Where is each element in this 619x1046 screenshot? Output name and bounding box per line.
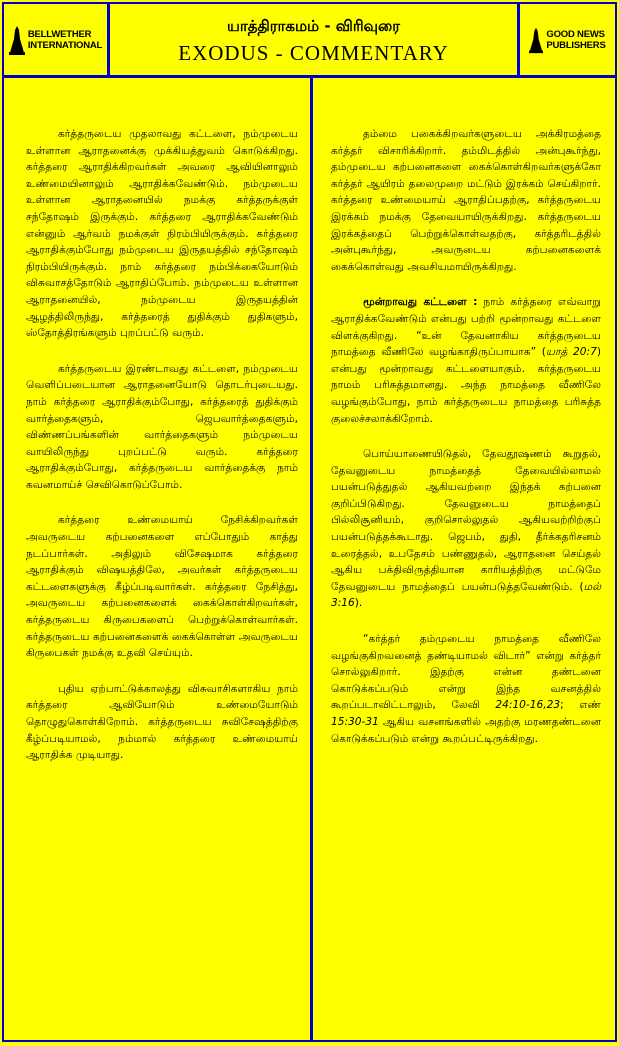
page [2, 2, 617, 1042]
page-title-english: EXODUS - COMMENTARY [178, 40, 449, 65]
left-column [4, 78, 310, 1040]
paragraph-love-commandments: கர்த்தரை உண்மையாய் நேசிக்கிறவர்கள் அவருடைய கற்பனைகளை எப்போதும் காத்து நடப்பார்கள். அதிலும் விசேஷமாக கர்த்தரை ஆராதிக்கும் விஷயத்திலே, அவர்கள் கர்த்தருடைய கட்டளைகளுக்கு கீழ்ப்படிவார்கள். கர்த்தரை நேசித்து, அவருடைய கற்பனைகளைக் கைக்கொள்கிறவர்கள், கர்த்தருடைய கிருபைகளைப் பெற்றுக்கொள்வார்கள். கர்த்தருடைய கற்பனைகளைக் கைக்கொள்ள அவருடைய கிருபைகள் நமக்கு உதவி செய்யும். [26, 514, 298, 660]
paragraph-second-commandment: கர்த்தருடைய இரண்டாவது கட்டளை, நம்முடைய வெளிப்படையான ஆராதனையோடு தொடர்புடையது. நாம் கர்த்தரை ஆராதிக்கும்போது, கர்த்தரைத் துதிக்கும் வார்த்தைகளும், ஜெபவார்த்தைகளும், விண்ணப்பங்களின் வார்த்தைகளும் நம்முடைய வாயிலிருந்து புறப்பட்டு வரும். கர்த்தரை ஆராதிக்கும்போது, கர்த்தருடைய வார்த்தைக்கு நாம் கவனமாய்ச் செவிகொடுப்போம். [26, 362, 298, 491]
misuse-text-b: ). [354, 597, 363, 610]
bellwether-logo-line2: INTERNATIONAL [27, 39, 103, 51]
third-commandment-heading: மூன்றாவது கட்டளை : [363, 296, 478, 309]
good-news-logo [517, 4, 615, 75]
bellwether-logo-line1: BELLWETHER [27, 28, 92, 40]
bellwether-logo [4, 4, 110, 75]
bell-icon-right [529, 26, 543, 54]
right-column [313, 78, 615, 1040]
punishment-text-a: “கர்த்தர் தம்முடைய நாமத்தை வீணிலே வழங்குகிறவனைத் தண்டியாமல் விடார்” என்று கர்த்தர் சொல்லுகிறார். இதற்கு என்ன தண்டனை கொடுக்கப்படும் என்று இந்த வசனத்தில் கூறப்படாவிட்டாலும், லேவி [331, 633, 601, 712]
third-commandment-text-a: நாம் கர்த்தரை எவ்வாறு ஆராதிக்கவேண்டும் என்பது பற்றி மூன்றாவது கட்டளை விளக்குகிறது. “உன் தேவனாகிய கர்த்தருடைய நாமத்தை வீணிலே வழங்காதிருப்பாயாக” ( [331, 296, 601, 359]
scripture-ref-exodus: யாத் 20:7 [545, 346, 597, 359]
bell-icon [9, 25, 25, 55]
misuse-text-a: பொய்யாணையிடுதல், தேவதூஷணம் கூறுதல், தேவனுடைய நாமத்தைத் தேவையில்லாமல் பயன்படுத்துதல் ஆகியவற்றை இந்தக் கற்பனை குறிப்பிடுகிறது. தேவனுடைய நாமத்தைப் பில்லிசூனியம், குறிசொல்லுதல் ஆகியவற்றிற்குப் பயன்படுத்தக்கூடாது. ஜெபம், துதி, தீர்க்கதரிசனம் உரைத்தல், உபதேசம் பண்ணுதல், ஆராதனை செய்தல் ஆகிய பக்திவிருத்தியான காரியத்திற்கு மட்டுமே தேவனுடைய நாமத்தைப் பயன்படுத்தவேண்டும். ( [331, 448, 601, 593]
paragraph-punishment [331, 631, 601, 747]
good-news-logo-line2: PUBLISHERS [546, 39, 606, 51]
content-columns [4, 78, 615, 1040]
good-news-logo-line1: GOOD NEWS [546, 28, 605, 40]
paragraph-mercy: தம்மை பகைக்கிறவர்களுடைய அக்கிரமத்தை கர்த்தர் விசாரிக்கிறார். தம்மிடத்தில் அன்புகூர்ந்து, தம்முடைய கற்பனைகளை கைக்கொள்கிறவர்களுக்கோ கர்த்தர் ஆயிரம் தலைமுறை மட்டும் இரக்கம் செய்கிறார். கர்த்தரை உண்மையாய் ஆராதிப்பதற்கு, கர்த்தருடைய இரக்கம் நமக்கு தேவையாயிருக்கிறது. கர்த்தருடைய இரக்கத்தைப் பெற்றுக்கொள்வதற்கு, கர்த்தரிடத்தில் அன்புகூர்ந்து, அவருடைய கற்பனைகளைக் கைக்கொள்வது அவசியமாயிருக்கிறது. [331, 128, 601, 273]
scripture-ref-leviticus: 24:10-16,23 [495, 699, 561, 712]
header [4, 4, 615, 78]
punishment-text-mid: ; எண் [560, 699, 601, 712]
page-title-tamil: யாத்திராகமம் - விரிவுரை [227, 16, 400, 35]
paragraph-misuse-of-name [331, 446, 601, 612]
paragraph-third-commandment [331, 294, 601, 427]
paragraph-first-commandment: கர்த்தருடைய முதலாவது கட்டளை, நம்முடைய உள்ளான ஆராதனைக்கு முக்கியத்துவம் கொடுக்கிறது. கர்த்தரை ஆராதிக்கிறவர்கள் அவரை ஆவியினாலும் உண்மையினாலும் ஆராதிக்கவேண்டும். நம்முடைய உள்ளான ஆராதனையில் நமக்கு கர்த்தருக்குள் சந்தோஷம் இருக்கும். கர்த்தரை ஆராதிக்கவேண்டும் என்னும் ஆர்வம் நமக்குள் நிரம்பியிருக்கும். கர்த்தரை ஆராதிக்கும்போது நம்முடைய இருதயத்தில் சந்தோஷம் நிரம்பியிருக்கும். நாம் கர்த்தரை நம்பிக்கையோடும் விசுவாசத்தோடும் ஆராதிப்போம். நம்முடைய உள்ளான ஆராதனையில், நம்முடைய இருதயத்தின் ஆழத்திலிருந்து, கர்த்தரைத் துதிக்கும் துதிகளும், ஸ்தோத்திரங்களும் புறப்பட்டு வரும். [26, 128, 298, 340]
title-block [110, 4, 517, 75]
third-commandment-text-b: ) என்பது மூன்றாவது கட்டளையாகும். கர்த்தருடைய நாமம் பரிசுத்தமானது. அந்த நாமத்தை வீணிலே வழங்கும்போது, நாம் கர்த்தருடைய நாமத்தை பரிசுத்த குலைச்சலாக்கிறோம். [331, 346, 601, 425]
punishment-text-b: ஆகிய வசனங்களில் அதற்கு மரணதண்டனை கொடுக்கப்படும் என்று கூறப்பட்டிருக்கிறது. [331, 716, 601, 745]
scripture-ref-malachi: மல் 3:16 [331, 580, 601, 610]
paragraph-new-testament: புதிய ஏற்பாட்டுக்காலத்து விசுவாசிகளாகிய நாம் கர்த்தரை ஆவியோடும் உண்மையோடும் தொழுதுகொள்கிறோம். கர்த்தருடைய சுவிசேஷத்திற்கு கீழ்ப்படியாமல், நம்மால் கர்த்தரை உண்மையாய் ஆராதிக்க முடியாது. [26, 682, 298, 762]
scripture-ref-numbers: 15:30-31 [331, 716, 379, 728]
